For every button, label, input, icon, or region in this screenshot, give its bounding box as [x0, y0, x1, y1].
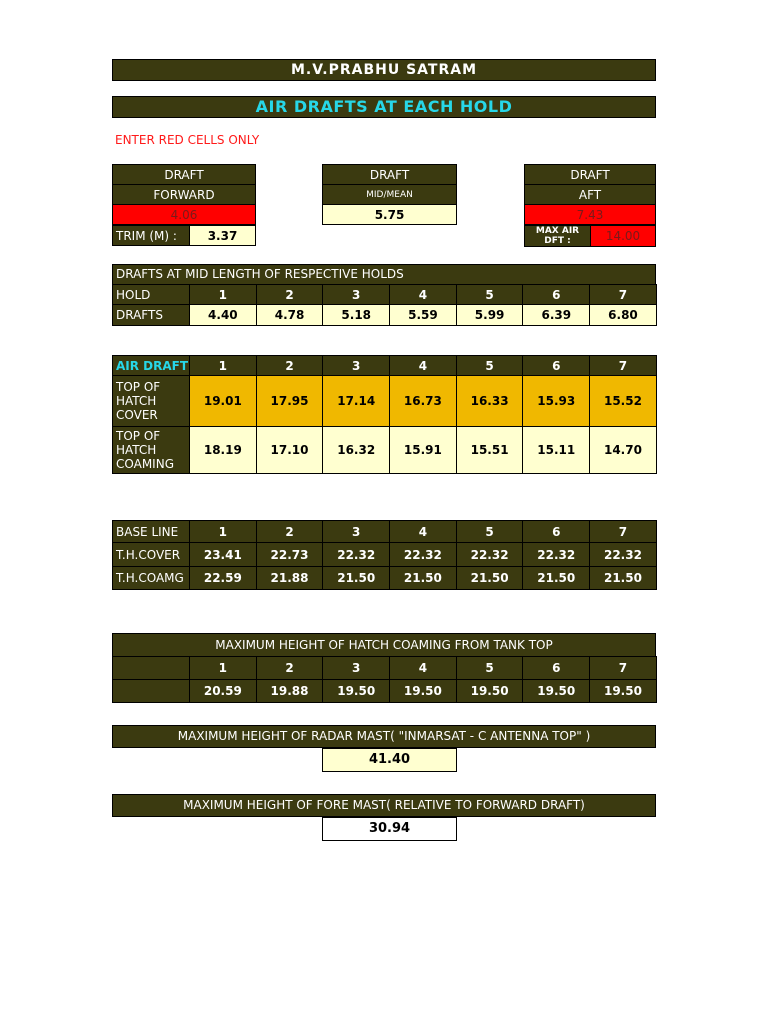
- hatch-coaming-value: 18.19: [190, 427, 257, 474]
- tank-top-value: 19.50: [323, 680, 390, 703]
- coaming-value: 21.50: [456, 567, 523, 590]
- hold-number: 7: [590, 521, 657, 543]
- hatch-cover-value: 17.95: [256, 376, 323, 427]
- hatch-cover-value: 15.93: [523, 376, 590, 427]
- hatch-coaming-value: 16.32: [323, 427, 390, 474]
- fore-mast-title: MAXIMUM HEIGHT OF FORE MAST( RELATIVE TO FORWARD DRAFT): [112, 794, 656, 817]
- hold-number: 6: [523, 657, 590, 680]
- ship-name: M.V.PRABHU SATRAM: [112, 59, 656, 81]
- hatch-coaming-label: TOP OF HATCH COAMING: [113, 427, 190, 474]
- hold-number: 6: [523, 521, 590, 543]
- hold-number: 2: [256, 657, 323, 680]
- hatch-coaming-value: 15.91: [390, 427, 457, 474]
- draft-value: 5.99: [456, 305, 523, 326]
- hold-number: 4: [390, 285, 457, 305]
- hold-number: 5: [456, 356, 523, 376]
- air-draft-label: AIR DRAFT: [113, 356, 190, 376]
- hold-row: [113, 285, 657, 305]
- aft-header-2: AFT: [525, 185, 656, 205]
- hold-number: 5: [456, 285, 523, 305]
- tank-top-value: 20.59: [190, 680, 257, 703]
- hatch-cover-value: 19.01: [190, 376, 257, 427]
- cover-value: 22.73: [256, 543, 323, 567]
- forward-draft-input[interactable]: 4.06: [113, 205, 256, 225]
- trim-value: 3.37: [190, 226, 256, 246]
- hold-number: 1: [190, 356, 257, 376]
- hold-number: 3: [323, 356, 390, 376]
- hold-number: 3: [323, 657, 390, 680]
- tank-top-table: [112, 656, 657, 703]
- cover-value: 22.32: [323, 543, 390, 567]
- max-air-row: [524, 225, 656, 247]
- hold-number: 4: [390, 356, 457, 376]
- cover-value: 23.41: [190, 543, 257, 567]
- coaming-value: 22.59: [190, 567, 257, 590]
- hold-number: 7: [590, 285, 657, 305]
- hold-number: 2: [256, 285, 323, 305]
- mid-length-table: [112, 284, 657, 326]
- hold-number: 1: [190, 285, 257, 305]
- hatch-coaming-value: 14.70: [590, 427, 657, 474]
- forward-draft-block: [112, 164, 256, 225]
- cover-value: 22.32: [456, 543, 523, 567]
- aft-header-1: DRAFT: [525, 165, 656, 185]
- hatch-cover-value: 17.14: [323, 376, 390, 427]
- mid-draft-value: 5.75: [323, 205, 457, 225]
- draft-value: 5.59: [390, 305, 457, 326]
- hatch-coaming-value: 17.10: [256, 427, 323, 474]
- base-line-header-row: [113, 521, 657, 543]
- tank-top-value: 19.50: [390, 680, 457, 703]
- tank-top-value: 19.50: [456, 680, 523, 703]
- hold-number: 7: [590, 356, 657, 376]
- draft-value: 6.39: [523, 305, 590, 326]
- hold-number: 2: [256, 356, 323, 376]
- max-air-label: MAX AIR DFT :: [525, 226, 591, 247]
- hold-number: 4: [390, 521, 457, 543]
- hold-number: 1: [190, 521, 257, 543]
- radar-mast-value: 41.40: [322, 748, 457, 772]
- tank-top-value: 19.50: [523, 680, 590, 703]
- hold-number: 5: [456, 657, 523, 680]
- coaming-value: 21.50: [390, 567, 457, 590]
- mid-header-1: DRAFT: [323, 165, 457, 185]
- forward-header-2: FORWARD: [113, 185, 256, 205]
- air-draft-header-row: [113, 356, 657, 376]
- trim-row: [112, 225, 256, 246]
- tank-top-value: 19.50: [590, 680, 657, 703]
- radar-mast-title: MAXIMUM HEIGHT OF RADAR MAST( "INMARSAT - C ANTENNA TOP" ): [112, 725, 656, 748]
- drafts-row: [113, 305, 657, 326]
- hold-number: 5: [456, 521, 523, 543]
- forward-header-1: DRAFT: [113, 165, 256, 185]
- base-line-label: BASE LINE: [113, 521, 190, 543]
- hatch-cover-row: [113, 376, 657, 427]
- drafts-label: DRAFTS: [113, 305, 190, 326]
- draft-value: 4.78: [256, 305, 323, 326]
- hold-number: 2: [256, 521, 323, 543]
- cover-value: 22.32: [590, 543, 657, 567]
- page-title: AIR DRAFTS AT EACH HOLD: [112, 96, 656, 118]
- trim-label: TRIM (M) :: [113, 226, 190, 246]
- hold-number: 3: [323, 521, 390, 543]
- hatch-coaming-row: [113, 427, 657, 474]
- coaming-row: [113, 567, 657, 590]
- coaming-value: 21.88: [256, 567, 323, 590]
- coaming-value: 21.50: [523, 567, 590, 590]
- aft-draft-block: [524, 164, 656, 225]
- hold-number: 3: [323, 285, 390, 305]
- cover-value: 22.32: [390, 543, 457, 567]
- hatch-cover-value: 15.52: [590, 376, 657, 427]
- hold-number: 7: [590, 657, 657, 680]
- hatch-cover-value: 16.33: [456, 376, 523, 427]
- coaming-value: 21.50: [323, 567, 390, 590]
- mid-draft-block: [322, 164, 457, 225]
- mid-length-title: DRAFTS AT MID LENGTH OF RESPECTIVE HOLDS: [112, 264, 656, 285]
- coaming-label: T.H.COAMG: [113, 567, 190, 590]
- hatch-cover-label: TOP OF HATCH COVER: [113, 376, 190, 427]
- blank-cell: [113, 657, 190, 680]
- base-line-table: [112, 520, 657, 590]
- fore-mast-value: 30.94: [322, 817, 457, 841]
- draft-value: 5.18: [323, 305, 390, 326]
- tank-top-title: MAXIMUM HEIGHT OF HATCH COAMING FROM TANK TOP: [112, 633, 656, 657]
- mid-header-2: MID/MEAN: [323, 185, 457, 205]
- draft-value: 4.40: [190, 305, 257, 326]
- hold-label: HOLD: [113, 285, 190, 305]
- instruction-note: ENTER RED CELLS ONLY: [115, 133, 260, 147]
- air-draft-table: [112, 355, 657, 474]
- hold-number: 1: [190, 657, 257, 680]
- cover-value: 22.32: [523, 543, 590, 567]
- cover-label: T.H.COVER: [113, 543, 190, 567]
- hold-number: 6: [523, 285, 590, 305]
- hold-number: 6: [523, 356, 590, 376]
- hatch-coaming-value: 15.51: [456, 427, 523, 474]
- max-air-input[interactable]: 14.00: [591, 226, 656, 247]
- coaming-value: 21.50: [590, 567, 657, 590]
- tank-top-hold-row: [113, 657, 657, 680]
- aft-draft-input[interactable]: 7.43: [525, 205, 656, 225]
- cover-row: [113, 543, 657, 567]
- hatch-coaming-value: 15.11: [523, 427, 590, 474]
- tank-top-value-row: [113, 680, 657, 703]
- blank-cell: [113, 680, 190, 703]
- tank-top-value: 19.88: [256, 680, 323, 703]
- draft-value: 6.80: [590, 305, 657, 326]
- hold-number: 4: [390, 657, 457, 680]
- hatch-cover-value: 16.73: [390, 376, 457, 427]
